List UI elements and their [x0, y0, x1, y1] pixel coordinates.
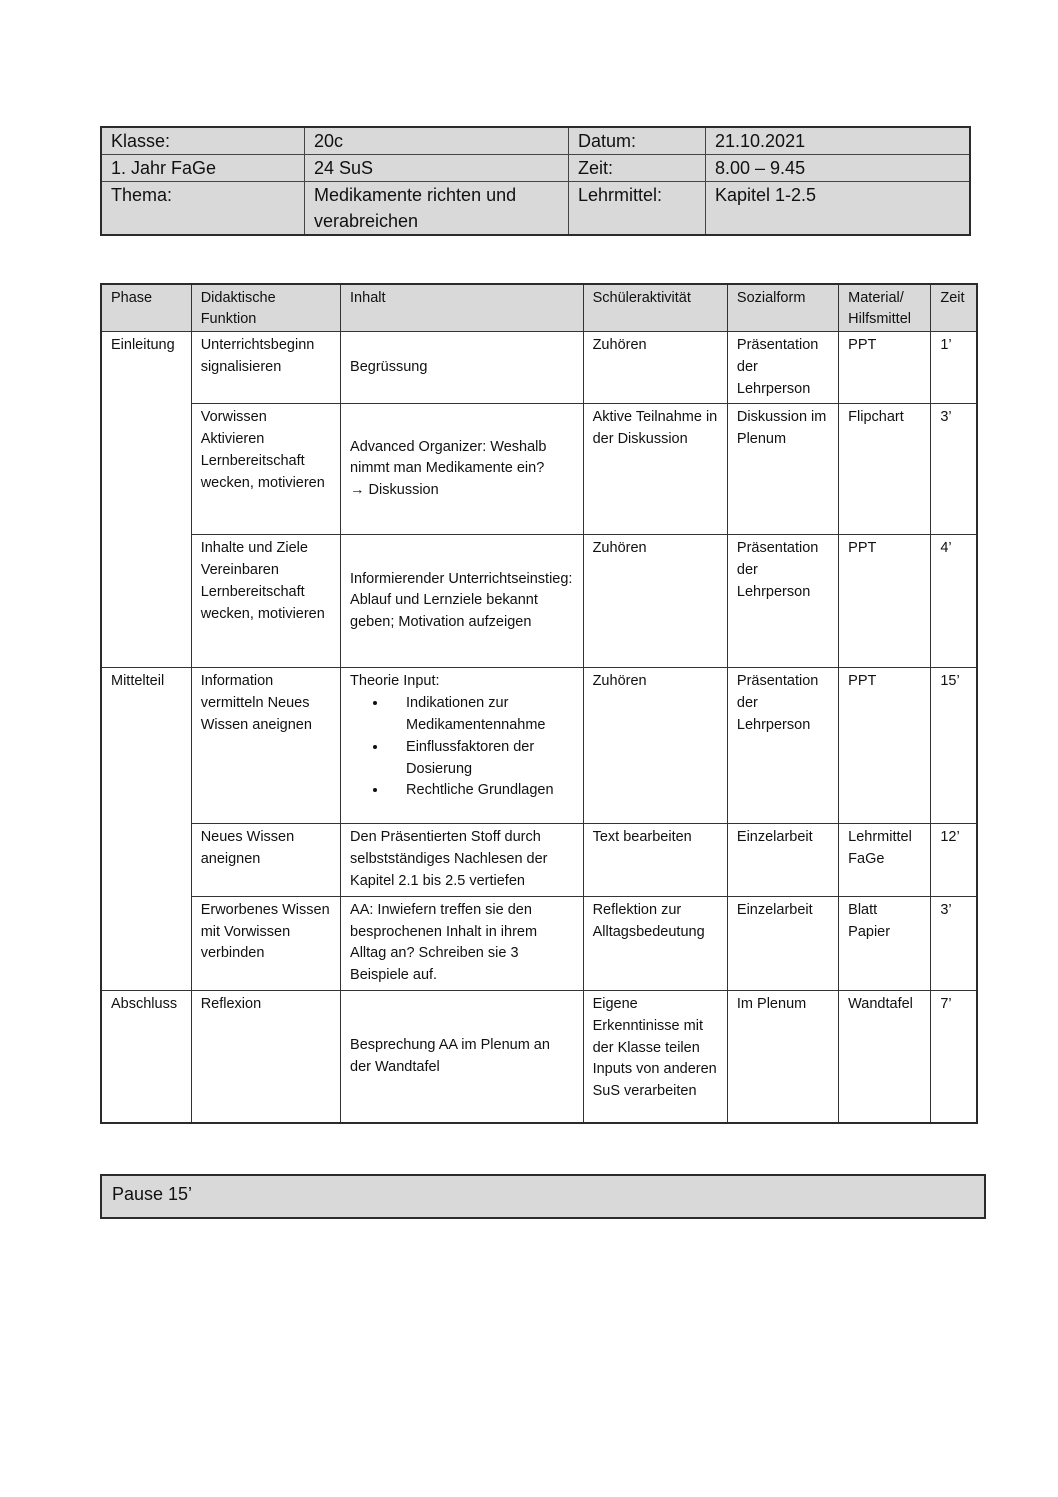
aktivitaet-cell: Aktive Teilnahme in der Diskussion	[583, 404, 727, 535]
inhalt-cell	[341, 404, 584, 535]
info-row	[101, 127, 970, 155]
aktivitaet-cell: Reflektion zur Alltagsbedeutung	[583, 896, 727, 990]
material-cell: PPT	[839, 332, 931, 404]
aktivitaet-cell: Eigene Erkenntinisse mit der Klasse teilen Inputs von anderen SuS verarbeiten	[583, 990, 727, 1123]
pause-box	[100, 1174, 986, 1219]
info-cell: Klasse:	[101, 127, 305, 155]
info-cell: Datum:	[569, 127, 706, 155]
sozialform-cell: Präsentation der Lehrperson	[727, 535, 838, 668]
column-header: Material/ Hilfsmittel	[839, 284, 931, 332]
inhalt-text: Advanced Organizer: Weshalb nimmt man Medikamente ein?	[350, 438, 547, 477]
material-cell: Wandtafel	[839, 990, 931, 1123]
list-item: • Rechtliche Grundlagen	[388, 780, 574, 802]
inhalt-cell: Informierender Unterrichtseinstieg: Ablauf und Lernziele bekannt geben; Motivation aufzeigen	[341, 535, 584, 668]
table-row	[101, 990, 977, 1123]
table-header-row	[101, 284, 977, 332]
zeit-cell: 12’	[931, 824, 977, 896]
funktion-cell: Information vermitteln Neues Wissen aneignen	[191, 668, 340, 824]
table-row	[101, 535, 977, 668]
info-cell: 24 SuS	[305, 155, 569, 182]
inhalt-cell: Den Präsentierten Stoff durch selbstständiges Nachlesen der Kapitel 2.1 bis 2.5 vertiefen	[341, 824, 584, 896]
inhalt-bullet-list	[350, 693, 574, 802]
sozialform-cell: Einzelarbeit	[727, 896, 838, 990]
info-cell: 8.00 – 9.45	[706, 155, 971, 182]
phase-cell: Einleitung	[101, 332, 191, 404]
info-cell: Zeit:	[569, 155, 706, 182]
inhalt-cell: Begrüssung	[341, 332, 584, 404]
info-cell: 21.10.2021	[706, 127, 971, 155]
funktion-cell: Unterrichtsbeginn signalisieren	[191, 332, 340, 404]
phase-cell	[101, 404, 191, 535]
info-cell: 1. Jahr FaGe	[101, 155, 305, 182]
funktion-cell: Inhalte und Ziele Vereinbaren Lernbereitschaft wecken, motivieren	[191, 535, 340, 668]
table-row	[101, 824, 977, 896]
aktivitaet-cell: Zuhören	[583, 535, 727, 668]
zeit-cell: 3’	[931, 404, 977, 535]
funktion-cell: Neues Wissen aneignen	[191, 824, 340, 896]
zeit-cell: 3’	[931, 896, 977, 990]
table-row	[101, 896, 977, 990]
table-row	[101, 668, 977, 824]
info-cell: Medikamente richten und verabreichen	[305, 182, 569, 236]
phase-cell	[101, 824, 191, 896]
info-row	[101, 155, 970, 182]
lesson-info-table	[100, 126, 971, 236]
sozialform-cell: Präsentation der Lehrperson	[727, 668, 838, 824]
zeit-cell: 7’	[931, 990, 977, 1123]
funktion-cell: Vorwissen Aktivieren Lernbereitschaft wecken, motivieren	[191, 404, 340, 535]
info-cell: Lehrmittel:	[569, 182, 706, 236]
funktion-cell: Erworbenes Wissen mit Vorwissen verbinden	[191, 896, 340, 990]
phase-cell: Mittelteil	[101, 668, 191, 824]
info-row	[101, 182, 970, 236]
column-header: Inhalt	[341, 284, 584, 332]
sozialform-cell: Diskussion im Plenum	[727, 404, 838, 535]
lesson-plan-table	[100, 283, 978, 1124]
inhalt-cell: AA: Inwiefern treffen sie den besprochenen Inhalt in ihrem Alltag an? Schreiben sie 3 Beispiele auf.	[341, 896, 584, 990]
aktivitaet-cell: Zuhören	[583, 668, 727, 824]
column-header: Phase	[101, 284, 191, 332]
material-cell: PPT	[839, 535, 931, 668]
list-item: • Einflussfaktoren der Dosierung	[388, 737, 574, 781]
column-header: Schüleraktivität	[583, 284, 727, 332]
inhalt-arrow-text: → Diskussion	[350, 482, 439, 499]
zeit-cell: 1’	[931, 332, 977, 404]
table-row	[101, 332, 977, 404]
zeit-cell: 15’	[931, 668, 977, 824]
inhalt-cell	[341, 668, 584, 824]
table-row	[101, 404, 977, 535]
column-header: Didaktische Funktion	[191, 284, 340, 332]
info-cell: Thema:	[101, 182, 305, 236]
material-cell: PPT	[839, 668, 931, 824]
list-item: • Indikationen zur Medikamentennahme	[388, 693, 574, 737]
phase-cell	[101, 535, 191, 668]
inhalt-text: Theorie Input:	[350, 673, 440, 690]
phase-cell	[101, 896, 191, 990]
aktivitaet-cell: Zuhören	[583, 332, 727, 404]
funktion-cell: Reflexion	[191, 990, 340, 1123]
zeit-cell: 4’	[931, 535, 977, 668]
column-header: Zeit	[931, 284, 977, 332]
info-cell: Kapitel 1-2.5	[706, 182, 971, 236]
material-cell: Lehrmittel FaGe	[839, 824, 931, 896]
material-cell: Flipchart	[839, 404, 931, 535]
phase-cell: Abschluss	[101, 990, 191, 1123]
sozialform-cell: Im Plenum	[727, 990, 838, 1123]
pause-label: Pause 15’	[112, 1184, 193, 1204]
aktivitaet-cell: Text bearbeiten	[583, 824, 727, 896]
inhalt-cell: Besprechung AA im Plenum an der Wandtafel	[341, 990, 584, 1123]
sozialform-cell: Einzelarbeit	[727, 824, 838, 896]
info-cell: 20c	[305, 127, 569, 155]
material-cell: Blatt Papier	[839, 896, 931, 990]
sozialform-cell: Präsentation der Lehrperson	[727, 332, 838, 404]
column-header: Sozialform	[727, 284, 838, 332]
